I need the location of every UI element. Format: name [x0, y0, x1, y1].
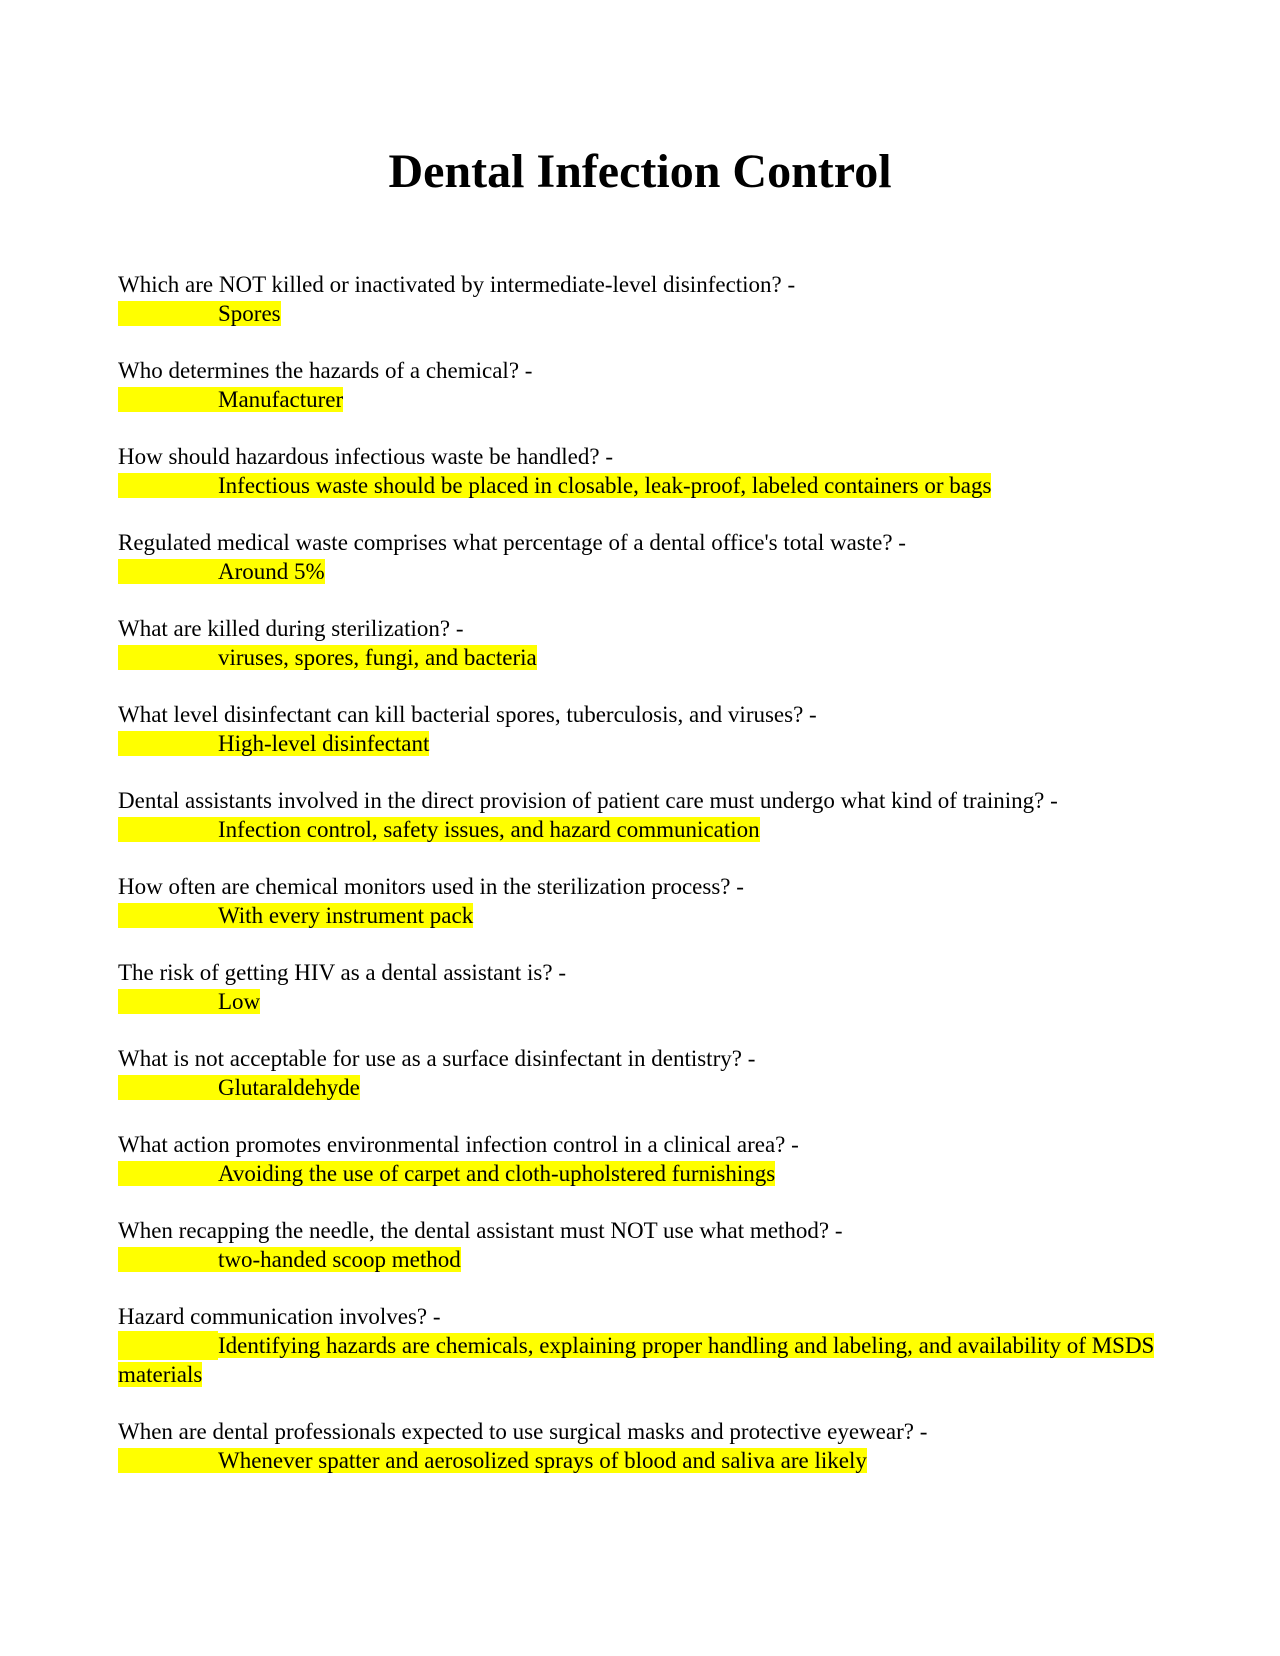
- answer-line: [118, 1446, 1158, 1475]
- question-text: What level disinfectant can kill bacterial spores, tuberculosis, and viruses? -: [118, 702, 817, 727]
- answer-text: Infection control, safety issues, and hazard communication: [118, 817, 760, 842]
- question-text: When recapping the needle, the dental assistant must NOT use what method? -: [118, 1218, 843, 1243]
- answer-line: [118, 1073, 1158, 1102]
- qa-item: [118, 270, 1158, 328]
- question-text: Who determines the hazards of a chemical? -: [118, 358, 533, 383]
- answer-line: [118, 1245, 1158, 1274]
- answer-text: Low: [118, 989, 260, 1014]
- answer-line: [118, 729, 1158, 758]
- qa-list: [118, 270, 1158, 1503]
- question-text: How should hazardous infectious waste be handled? -: [118, 444, 613, 469]
- qa-item: [118, 614, 1158, 672]
- qa-item: [118, 1302, 1158, 1389]
- answer-text: Whenever spatter and aerosolized sprays of blood and saliva are likely: [118, 1448, 867, 1473]
- question-text: Regulated medical waste comprises what percentage of a dental office's total waste? -: [118, 530, 906, 555]
- question-text: What action promotes environmental infection control in a clinical area? -: [118, 1132, 799, 1157]
- answer-text: Spores: [118, 301, 281, 326]
- answer-line: [118, 815, 1158, 844]
- answer-line: [118, 901, 1158, 930]
- qa-item: [118, 700, 1158, 758]
- qa-item: [118, 356, 1158, 414]
- qa-item: [118, 958, 1158, 1016]
- question-text: Dental assistants involved in the direct provision of patient care must undergo what kind of training? -: [118, 788, 1058, 813]
- answer-line: [118, 1159, 1158, 1188]
- answer-indent: [118, 1331, 218, 1360]
- qa-item: [118, 528, 1158, 586]
- answer-line: [118, 471, 1158, 500]
- answer-text: Infectious waste should be placed in closable, leak-proof, labeled containers or bags: [118, 473, 991, 498]
- answer-line: [118, 1331, 1158, 1389]
- answer-text: Avoiding the use of carpet and cloth-upholstered furnishings: [118, 1161, 775, 1186]
- answer-line: [118, 557, 1158, 586]
- question-text: What are killed during sterilization? -: [118, 616, 464, 641]
- document-title: Dental Infection Control: [388, 145, 892, 198]
- qa-item: [118, 786, 1158, 844]
- qa-item: [118, 1130, 1158, 1188]
- qa-item: [118, 442, 1158, 500]
- answer-text: viruses, spores, fungi, and bacteria: [118, 645, 537, 670]
- answer-text: Manufacturer: [118, 387, 343, 412]
- answer-line: [118, 643, 1158, 672]
- answer-text: Around 5%: [118, 559, 325, 584]
- answer-text: two-handed scoop method: [118, 1247, 461, 1272]
- question-text: What is not acceptable for use as a surface disinfectant in dentistry? -: [118, 1046, 756, 1071]
- answer-text: Identifying hazards are chemicals, explaining proper handling and labeling, and availability of MSDS materials: [118, 1333, 1155, 1387]
- question-text: How often are chemical monitors used in the sterilization process? -: [118, 874, 744, 899]
- qa-item: [118, 1044, 1158, 1102]
- qa-item: [118, 1216, 1158, 1274]
- answer-line: [118, 299, 1158, 328]
- qa-item: [118, 872, 1158, 930]
- answer-text: High-level disinfectant: [118, 731, 429, 756]
- answer-text: With every instrument pack: [118, 903, 473, 928]
- question-text: When are dental professionals expected to use surgical masks and protective eyewear? -: [118, 1419, 928, 1444]
- question-text: The risk of getting HIV as a dental assistant is? -: [118, 960, 566, 985]
- answer-line: [118, 987, 1158, 1016]
- answer-text: Glutaraldehyde: [118, 1075, 360, 1100]
- question-text: Which are NOT killed or inactivated by intermediate-level disinfection? -: [118, 272, 796, 297]
- question-text: Hazard communication involves? -: [118, 1304, 441, 1329]
- qa-item: [118, 1417, 1158, 1475]
- answer-line: [118, 385, 1158, 414]
